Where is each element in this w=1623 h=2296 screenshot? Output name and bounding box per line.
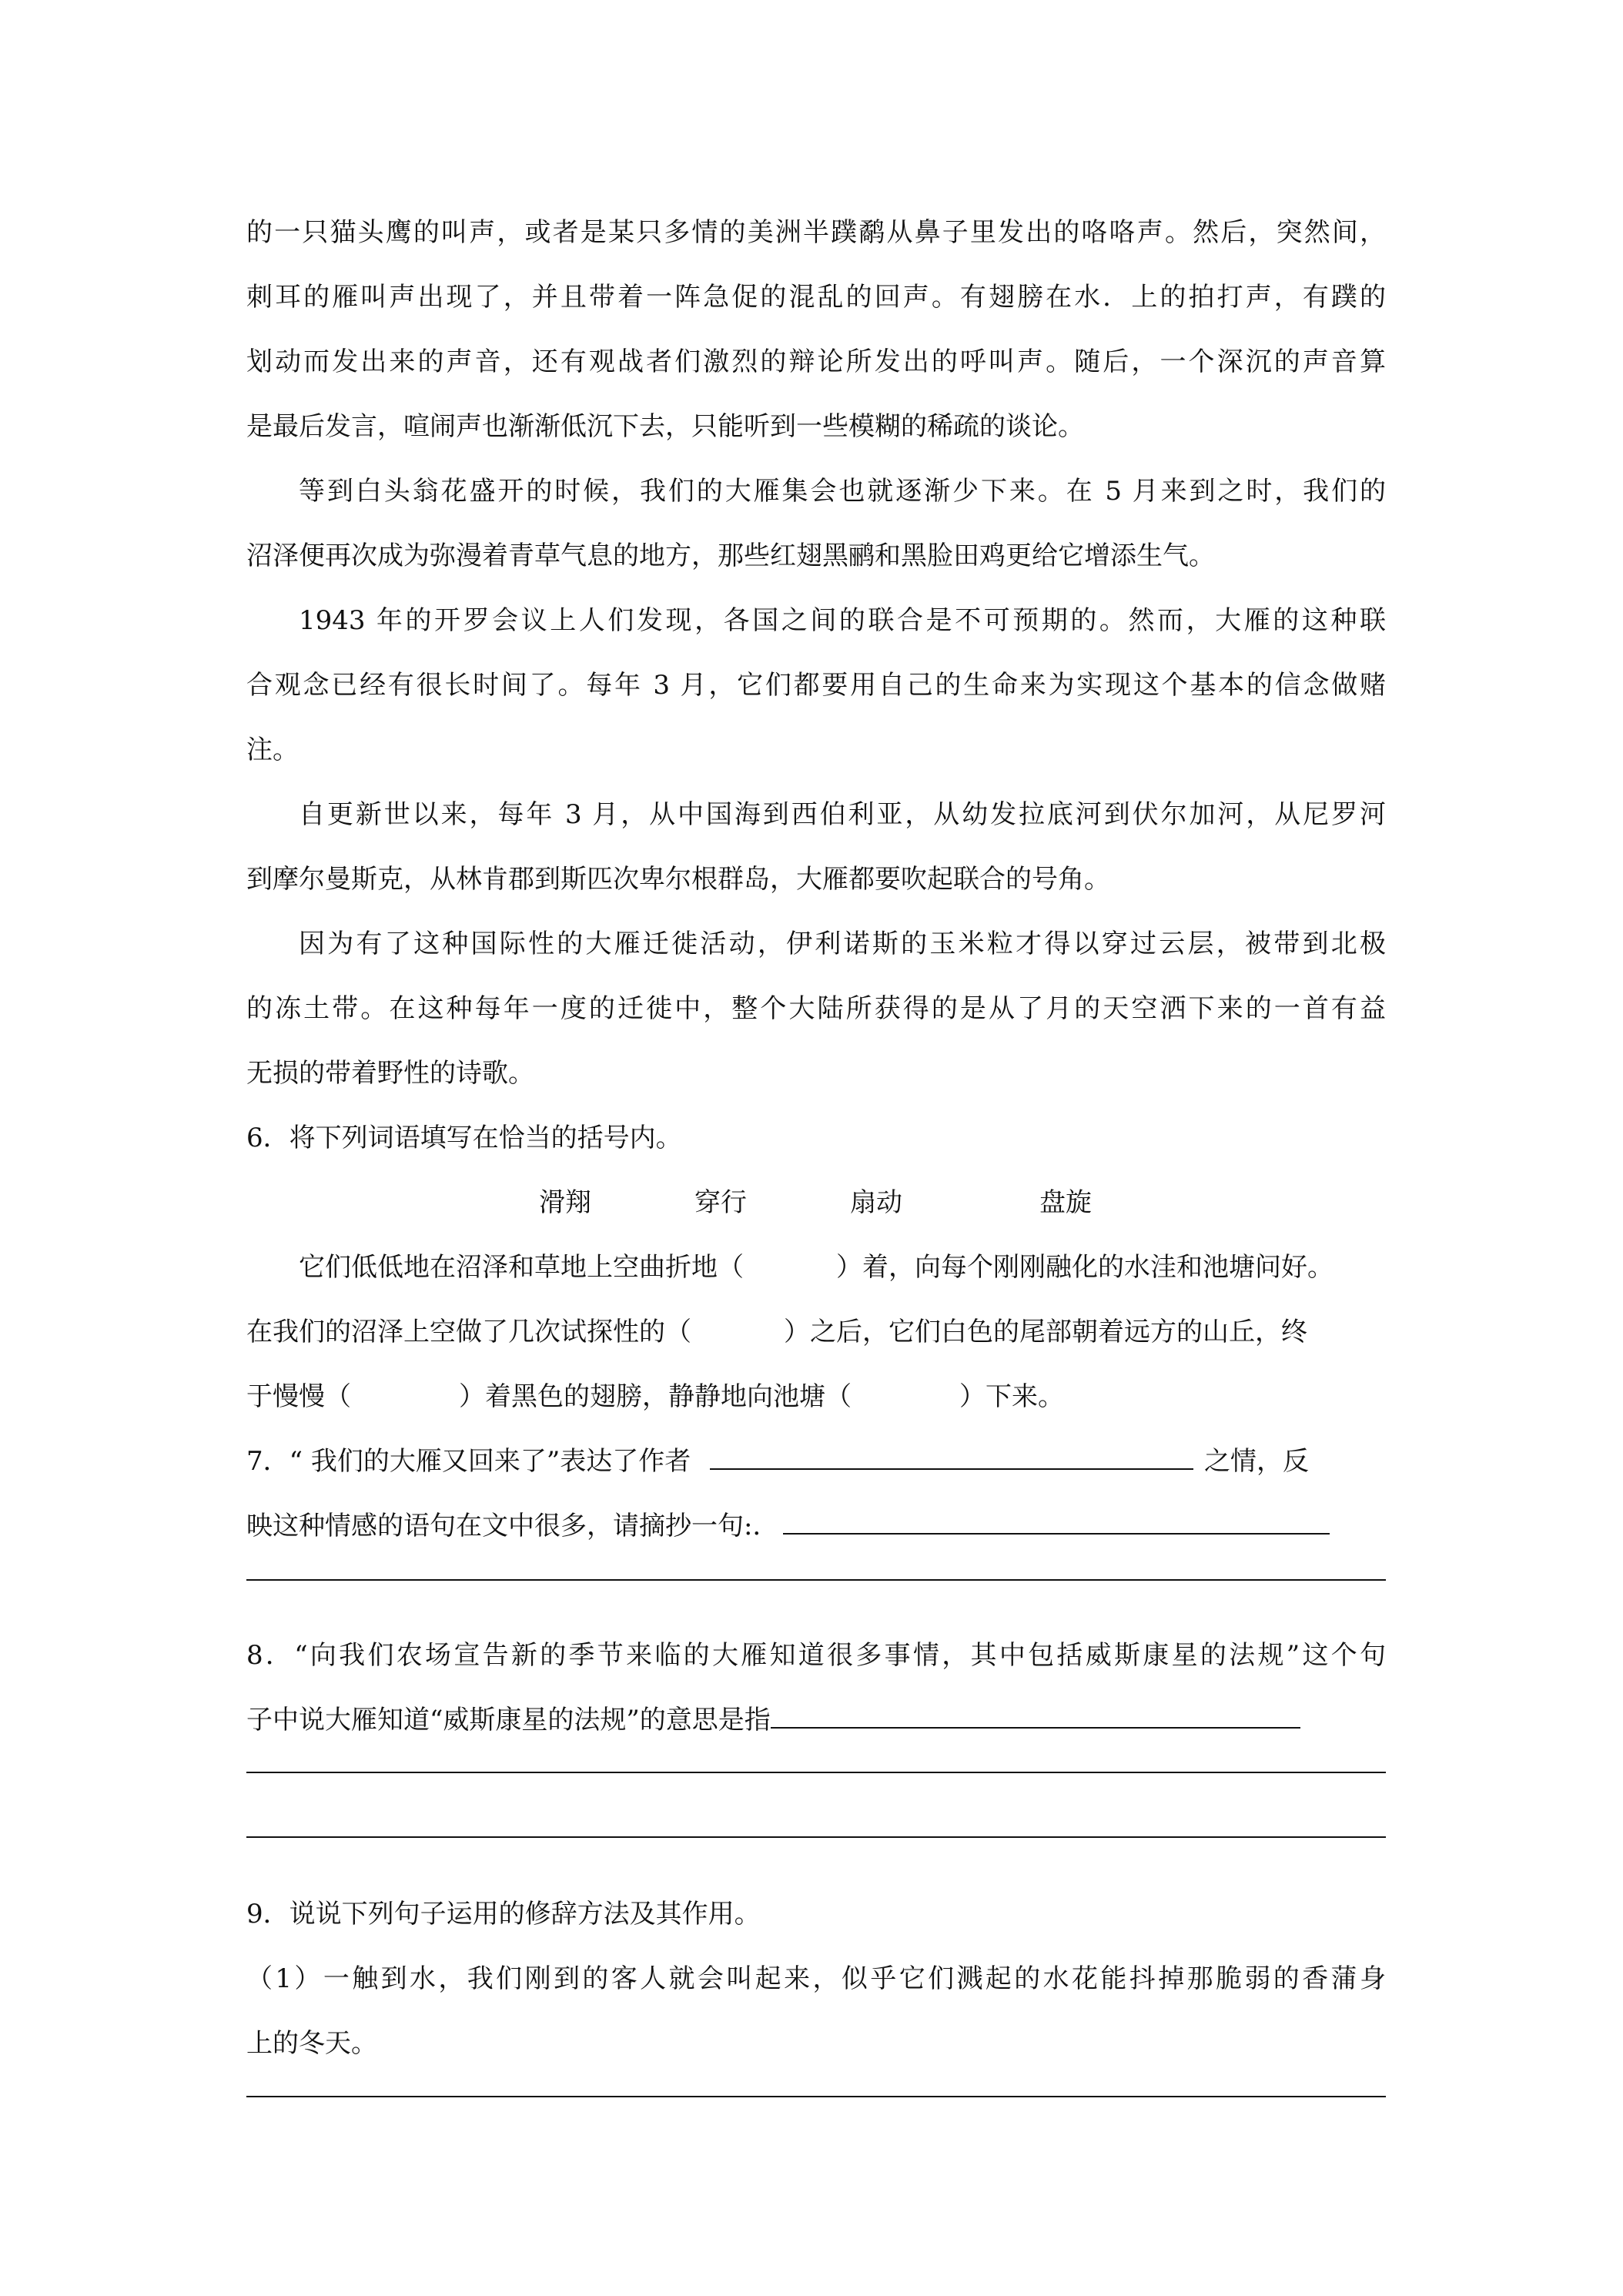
question-9-prompt: 9．说说下列句子运用的修辞方法及其作用。 [246, 1899, 761, 1930]
word-bank [246, 1170, 1386, 1235]
passage-line: 的一只猫头鹰的叫声，或者是某只多情的美洲半蹼鹬从鼻子里发出的咯咯声。然后，突然间， [246, 217, 1386, 248]
question-9-sub1: （1）一触到水，我们刚到的客人就会叫起来，似乎它们溅起的水花能抖掉那脆弱的香蒲身 [246, 1963, 1386, 1994]
fill-blank-sentence: 于慢慢（ ）着黑色的翅膀，静静地向池塘（ ）下来。 [246, 1381, 1064, 1412]
passage-line: 到摩尔曼斯克，从林肯郡到斯匹次卑尔根群岛，大雁都要吹起联合的号角。 [246, 864, 1110, 895]
fill-blank-sentence: 在我们的沼泽上空做了几次试探性的（ ）之后，它们白色的尾部朝着远方的山丘，终 [246, 1317, 1307, 1347]
answer-underline[interactable] [783, 1507, 1330, 1535]
question-8-line: 子中说大雁知道“威斯康星的法规”的意思是指 [246, 1688, 1386, 1752]
passage-line: 因为有了这种国际性的大雁迁徙活动，伊利诺斯的玉米粒才得以穿过云层，被带到北极 [299, 929, 1386, 959]
passage-line: 自更新世以来，每年 3 月，从中国海到西伯利亚，从幼发拉底河到伏尔加河，从尼罗河 [299, 799, 1386, 830]
passage-line: 无损的带着野性的诗歌。 [246, 1058, 534, 1089]
passage-line: 的冻土带。在这种每年一度的迁徙中，整个大陆所获得的是从了月的天空洒下来的一首有益 [246, 993, 1386, 1024]
answer-line[interactable] [246, 1836, 1386, 1838]
passage-line: 划动而发出来的声音，还有观战者们激烈的辩论所发出的呼叫声。随后，一个深沉的声音算 [246, 346, 1386, 377]
question-8-line: 8．“向我们农场宣告新的季节来临的大雁知道很多事情，其中包括威斯康星的法规”这个句 [246, 1640, 1386, 1671]
passage-line: 刺耳的雁叫声出现了，并且带着一阵急促的混乱的回声。有翅膀在水．上的拍打声，有蹼的 [246, 282, 1386, 313]
answer-underline[interactable] [710, 1442, 1193, 1470]
passage-line: 合观念已经有很长时间了。每年 3 月，它们都要用自己的生命来为实现这个基本的信念做赌 [246, 670, 1386, 701]
passage-line: 注。 [246, 735, 299, 765]
question-7-line: 映这种情感的语句在文中很多，请摘抄一句:． [246, 1494, 1386, 1558]
answer-underline[interactable] [771, 1701, 1300, 1729]
question-6-prompt: 6．将下列词语填写在恰当的括号内。 [246, 1123, 682, 1153]
passage-line: 是最后发言，喧闹声也渐渐低沉下去，只能听到一些模糊的稀疏的谈论。 [246, 411, 1084, 442]
passage-line: 等到白头翁花盛开的时候，我们的大雁集会也就逐渐少下来。在 5 月来到之时，我们的 [299, 476, 1386, 507]
word-bank-item: 滑翔 [539, 1187, 591, 1218]
answer-line[interactable] [246, 1579, 1386, 1581]
question-7-line: 7．“ 我们的大雁又回来了”表达了作者 之情，反 [246, 1429, 1386, 1494]
answer-line[interactable] [246, 2096, 1386, 2097]
passage-line: 沼泽便再次成为弥漫着青草气息的地方，那些红翅黑鹂和黑脸田鸡更给它增添生气。 [246, 541, 1215, 571]
document-page [246, 200, 1386, 2076]
word-bank-item: 盘旋 [1039, 1187, 1092, 1218]
answer-line[interactable] [246, 1772, 1386, 1773]
passage-line: 1943 年的开罗会议上人们发现，各国之间的联合是不可预期的。然而，大雁的这种联 [299, 605, 1386, 636]
word-bank-item: 扇动 [850, 1187, 902, 1218]
fill-blank-sentence: 它们低低地在沼泽和草地上空曲折地（ ）着，向每个刚刚融化的水洼和池塘问好。 [299, 1252, 1334, 1283]
word-bank-item: 穿行 [694, 1187, 747, 1218]
question-9-sub1: 上的冬天。 [246, 2028, 377, 2059]
